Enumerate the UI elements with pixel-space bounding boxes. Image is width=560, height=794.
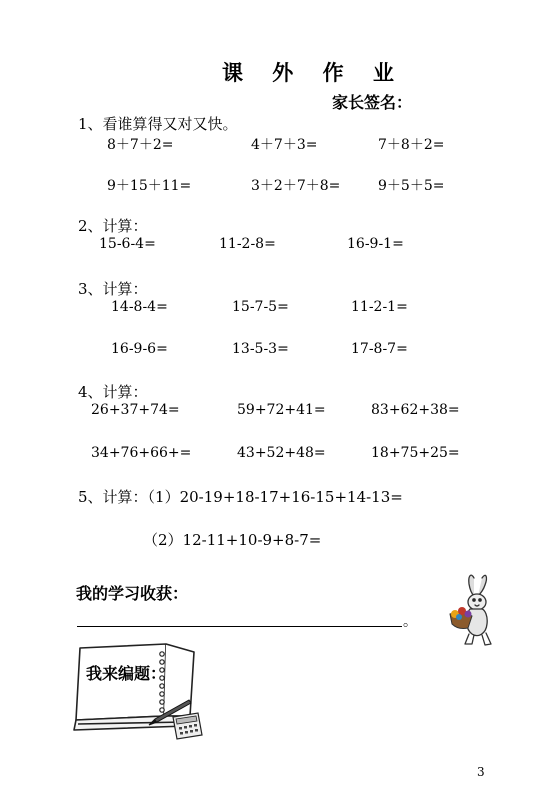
- problem: 8＋7＋2=: [107, 137, 174, 153]
- section5-part2: （2）12-11+10-9+8-7=: [143, 531, 322, 549]
- problem: 16-9-6=: [111, 341, 168, 357]
- make-problem-label: 我来编题：: [86, 664, 167, 683]
- section2-heading: 2、计算：: [78, 217, 148, 235]
- problem: 26+37+74=: [91, 402, 180, 418]
- problem: 11-2-8=: [219, 236, 276, 252]
- section3-heading: 3、计算：: [78, 280, 148, 298]
- problem: 13-5-3=: [232, 341, 289, 357]
- parent-signature-label: 家长签名：: [332, 93, 413, 112]
- section1-heading: 1、看谁算得又对又快。: [78, 115, 238, 133]
- rabbit-with-basket-icon: [438, 572, 502, 652]
- problem: 18+75+25=: [371, 445, 460, 461]
- problem: 9＋5＋5=: [378, 178, 445, 194]
- harvest-writing-line: [77, 626, 402, 627]
- problem: 3＋2＋7＋8=: [251, 178, 341, 194]
- calculator-icon: [170, 711, 204, 741]
- problem: 15-7-5=: [232, 299, 289, 315]
- problem: 59+72+41=: [237, 402, 326, 418]
- problem: 15-6-4=: [99, 236, 156, 252]
- problem: 9＋15＋11=: [107, 178, 192, 194]
- harvest-label: 我的学习收获：: [76, 584, 189, 603]
- page-title: 课 外 作 业: [222, 60, 405, 85]
- section5-heading: 5、计算：（1）20-19+18-17+16-15+14-13=: [78, 488, 403, 506]
- harvest-end-mark: 。: [403, 614, 417, 630]
- page-number: 3: [477, 765, 485, 779]
- problem: 14-8-4=: [111, 299, 168, 315]
- problem: 16-9-1=: [347, 236, 404, 252]
- section4-heading: 4、计算：: [78, 383, 148, 401]
- problem: 17-8-7=: [351, 341, 408, 357]
- problem: 43+52+48=: [237, 445, 326, 461]
- problem: 11-2-1=: [351, 299, 408, 315]
- problem: 34+76+66+=: [91, 445, 192, 461]
- problem: 4＋7＋3=: [251, 137, 318, 153]
- problem: 83+62+38=: [371, 402, 460, 418]
- problem: 7＋8＋2=: [378, 137, 445, 153]
